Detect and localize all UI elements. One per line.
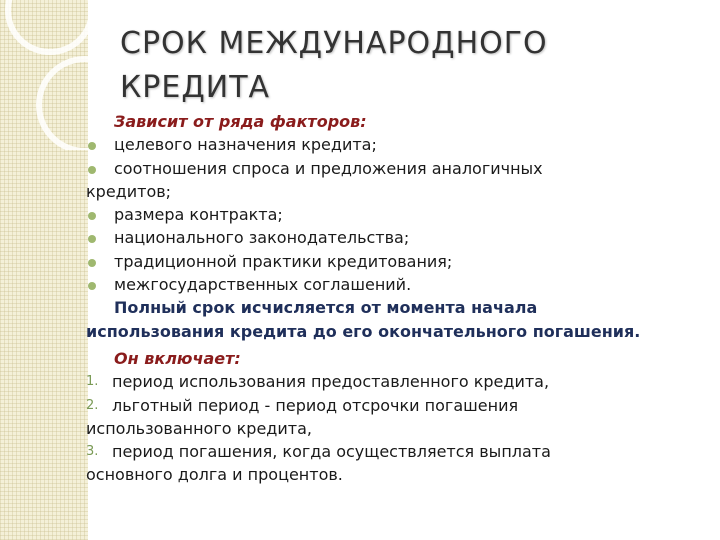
- bullet-icon: [88, 259, 96, 267]
- bullet-icon: [88, 142, 96, 150]
- factor-text: традиционной практики кредитования;: [114, 251, 453, 271]
- subtitle-includes: Он включает:: [114, 348, 241, 368]
- numbered-item: [0, 440, 690, 463]
- bullet-icon: [88, 282, 96, 290]
- numbered-item-continuation: использованного кредита,: [86, 418, 312, 438]
- bullet-icon: [88, 212, 96, 220]
- subtitle-factors: Зависит от ряда факторов:: [114, 112, 367, 131]
- factor-text: размера контракта;: [114, 205, 283, 225]
- title-line-1: СРОК МЕЖДУНАРОДНОГО: [120, 26, 548, 61]
- list-item: [0, 133, 690, 156]
- factor-text: национального законодательства;: [114, 228, 410, 248]
- numbered-item: [0, 394, 690, 417]
- factor-text: межгосударственных соглашений.: [114, 275, 412, 295]
- factor-text: целевого назначения кредита;: [114, 135, 377, 155]
- item-number: 1.: [86, 374, 99, 390]
- bullet-icon: [88, 166, 96, 174]
- slide-content: [0, 110, 690, 487]
- numbered-item-continuation: основного долга и процентов.: [86, 465, 343, 485]
- period-text: период погашения, когда осуществляется выплата: [112, 442, 551, 462]
- full-term-line-1: Полный срок исчисляется от момента начала: [114, 298, 538, 318]
- item-number: 3.: [86, 444, 99, 460]
- full-term-line-2: использования кредита до его окончательного погашения.: [86, 321, 641, 341]
- period-text: льготный период - период отсрочки погашения: [112, 395, 519, 415]
- list-item: [0, 157, 690, 180]
- slide-title: [120, 22, 680, 110]
- list-item-continuation: кредитов;: [86, 181, 172, 201]
- list-item: [0, 273, 690, 296]
- title-line-2: КРЕДИТА: [120, 70, 271, 105]
- list-item: [0, 226, 690, 249]
- item-number: 2.: [86, 397, 99, 413]
- bullet-icon: [88, 235, 96, 243]
- period-text: период использования предоставленного кредита,: [112, 372, 550, 392]
- list-item: [0, 203, 690, 226]
- numbered-item: [0, 370, 690, 393]
- list-item: [0, 250, 690, 273]
- factor-text: соотношения спроса и предложения аналогичных: [114, 158, 543, 178]
